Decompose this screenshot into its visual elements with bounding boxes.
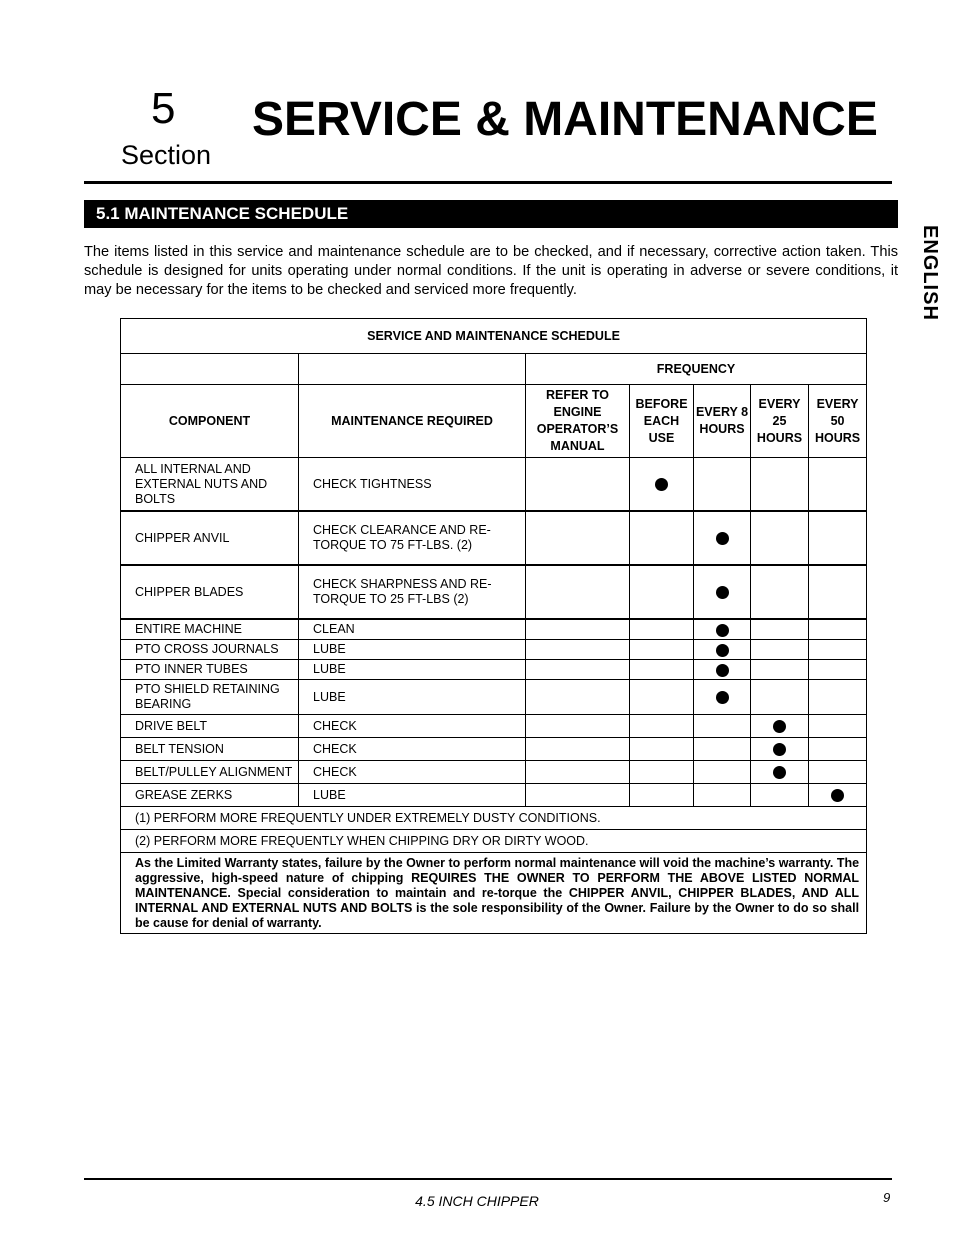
frequency-cell-manual [526,715,630,738]
maintenance-cell: CHECK SHARPNESS AND RE-TORQUE TO 25 FT-LBS (2) [299,565,526,619]
component-cell: PTO CROSS JOURNALS [121,640,299,660]
column-header-each-use: BEFORE EACH USE [630,385,694,458]
frequency-cell-h8 [694,458,751,512]
maintenance-cell: CHECK [299,738,526,761]
column-header-manual: REFER TO ENGINE OPERATOR’S MANUAL [526,385,630,458]
frequency-cell-h25 [751,761,809,784]
component-cell: BELT TENSION [121,738,299,761]
frequency-cell-h8 [694,619,751,640]
frequency-cell-h8 [694,715,751,738]
component-cell: PTO INNER TUBES [121,660,299,680]
intro-paragraph: The items listed in this service and maintenance schedule are to be checked, and if necessary, corrective action taken. This schedule is designed for units operating under normal conditions. If the unit is operating in adverse or severe conditions, it may be necessary for the items to be checked and serviced more frequently. [84,244,898,299]
table-row [121,458,867,512]
column-header-maintenance: MAINTENANCE REQUIRED [299,385,526,458]
frequency-cell-manual [526,761,630,784]
table-row [121,784,867,807]
page-number: 9 [883,1190,891,1205]
frequency-marker-dot [716,532,729,545]
frequency-marker-dot [773,743,786,756]
frequency-cell-manual [526,565,630,619]
table-row [121,761,867,784]
table-row [121,680,867,715]
frequency-cell-each-use [630,458,694,512]
maintenance-schedule-table [120,318,867,934]
maintenance-cell: CHECK TIGHTNESS [299,458,526,512]
table-row [121,511,867,565]
frequency-cell-h50 [809,458,867,512]
schedule-rows [121,458,867,807]
frequency-cell-h8 [694,511,751,565]
frequency-cell-each-use [630,660,694,680]
frequency-cell-each-use [630,738,694,761]
warranty-notice: As the Limited Warranty states, failure by the Owner to perform normal maintenance will void the machine’s warranty. The aggressive, high-speed nature of chipping REQUIRES THE OWNER TO PERFORM THE ABOVE LISTED NORMAL MAINTENANCE. Special consideration to maintain and re-torque the CHIPPER ANVIL, CHIPPER BLADES, AND ALL INTERNAL AND EXTERNAL NUTS AND BOLTS is the sole responsibility of the Owner. Failure by the Owner to do so shall be cause for denial of warranty. [121,853,867,934]
maintenance-cell: LUBE [299,660,526,680]
frequency-cell-h25 [751,784,809,807]
footer-divider [84,1178,892,1180]
frequency-cell-h8 [694,761,751,784]
frequency-cell-h8 [694,640,751,660]
table-row [121,660,867,680]
frequency-cell-each-use [630,511,694,565]
component-cell: ALL INTERNAL AND EXTERNAL NUTS AND BOLTS [121,458,299,512]
frequency-cell-h25 [751,458,809,512]
frequency-cell-h8 [694,784,751,807]
frequency-cell-h25 [751,715,809,738]
frequency-cell-each-use [630,619,694,640]
frequency-cell-h50 [809,640,867,660]
table-row [121,565,867,619]
component-cell: CHIPPER ANVIL [121,511,299,565]
frequency-marker-dot [716,691,729,704]
footnote-1: (1) PERFORM MORE FREQUENTLY UNDER EXTREMELY DUSTY CONDITIONS. [121,807,867,830]
frequency-cell-h8 [694,738,751,761]
maintenance-cell: LUBE [299,640,526,660]
frequency-marker-dot [773,720,786,733]
frequency-marker-dot [773,766,786,779]
frequency-marker-dot [716,586,729,599]
table-row [121,619,867,640]
component-cell: ENTIRE MACHINE [121,619,299,640]
frequency-marker-dot [831,789,844,802]
frequency-cell-each-use [630,565,694,619]
frequency-cell-h50 [809,738,867,761]
frequency-cell-h8 [694,680,751,715]
frequency-marker-dot [716,644,729,657]
frequency-cell-each-use [630,784,694,807]
column-header-50-hours: EVERY 50 HOURS [809,385,867,458]
frequency-cell-h8 [694,660,751,680]
frequency-cell-h25 [751,640,809,660]
section-word: Section [121,140,212,170]
frequency-header: FREQUENCY [526,354,867,385]
frequency-cell-manual [526,738,630,761]
maintenance-cell: CLEAN [299,619,526,640]
column-header-component: COMPONENT [121,385,299,458]
component-cell: DRIVE BELT [121,715,299,738]
frequency-cell-h25 [751,565,809,619]
frequency-cell-manual [526,458,630,512]
title-divider [84,181,892,184]
frequency-cell-manual [526,680,630,715]
frequency-cell-h50 [809,761,867,784]
frequency-cell-h25 [751,619,809,640]
frequency-marker-dot [716,624,729,637]
frequency-cell-each-use [630,640,694,660]
page-title: SERVICE & MAINTENANCE [252,93,878,146]
frequency-cell-h50 [809,784,867,807]
subsection-heading: 5.1 MAINTENANCE SCHEDULE [84,200,898,228]
frequency-cell-manual [526,640,630,660]
frequency-marker-dot [655,478,668,491]
footnote-2: (2) PERFORM MORE FREQUENTLY WHEN CHIPPING DRY OR DIRTY WOOD. [121,830,867,853]
frequency-cell-h25 [751,738,809,761]
component-cell: PTO SHIELD RETAINING BEARING [121,680,299,715]
frequency-cell-manual [526,784,630,807]
maintenance-cell: LUBE [299,784,526,807]
section-number: 5 [151,84,176,133]
header-blank-cell [299,354,526,385]
frequency-cell-h25 [751,511,809,565]
frequency-cell-manual [526,660,630,680]
frequency-cell-h50 [809,715,867,738]
frequency-cell-each-use [630,680,694,715]
column-header-25-hours: EVERY 25 HOURS [751,385,809,458]
maintenance-cell: LUBE [299,680,526,715]
frequency-cell-h50 [809,511,867,565]
frequency-cell-h25 [751,660,809,680]
frequency-cell-each-use [630,761,694,784]
header-blank-cell [121,354,299,385]
frequency-cell-h8 [694,565,751,619]
table-row [121,715,867,738]
maintenance-cell: CHECK CLEARANCE AND RE-TORQUE TO 75 FT-LBS. (2) [299,511,526,565]
maintenance-cell: CHECK [299,715,526,738]
table-title: SERVICE AND MAINTENANCE SCHEDULE [121,319,867,354]
frequency-marker-dot [716,664,729,677]
frequency-cell-manual [526,619,630,640]
frequency-cell-h50 [809,660,867,680]
component-cell: GREASE ZERKS [121,784,299,807]
frequency-cell-h50 [809,619,867,640]
frequency-cell-manual [526,511,630,565]
frequency-cell-h50 [809,680,867,715]
frequency-cell-h50 [809,565,867,619]
frequency-cell-each-use [630,715,694,738]
footer-title: 4.5 INCH CHIPPER [415,1193,539,1209]
frequency-cell-h25 [751,680,809,715]
column-header-8-hours: EVERY 8 HOURS [694,385,751,458]
table-row [121,738,867,761]
maintenance-cell: CHECK [299,761,526,784]
table-row [121,640,867,660]
language-tab: ENGLISH [919,225,941,321]
component-cell: BELT/PULLEY ALIGNMENT [121,761,299,784]
component-cell: CHIPPER BLADES [121,565,299,619]
